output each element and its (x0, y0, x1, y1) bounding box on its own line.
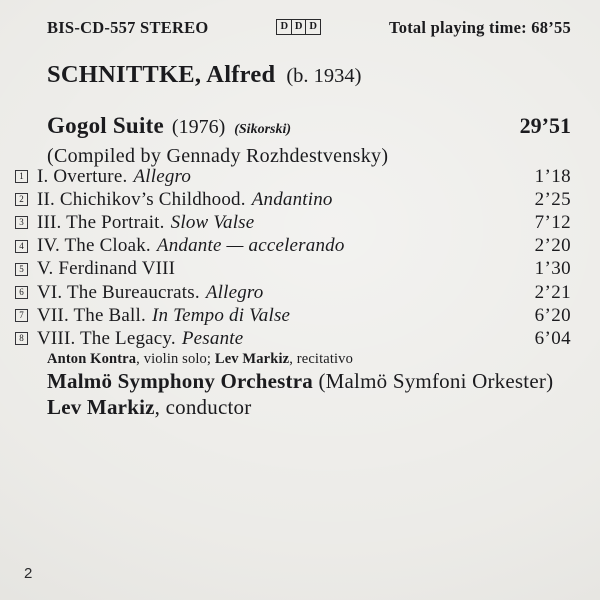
track-duration: 7’12 (534, 211, 571, 233)
track-number: 1 (19, 171, 24, 182)
ddd-letter-box: D (276, 19, 292, 35)
track-title-text (37, 166, 535, 188)
track-movement-title: VII. The Ball. (37, 304, 146, 326)
composer-line (47, 61, 362, 92)
track-number: 3 (19, 217, 24, 228)
track-number: 7 (19, 310, 24, 321)
ddd-letter-box: D (291, 19, 307, 35)
track-title-text (37, 305, 535, 327)
track-list (15, 165, 571, 351)
track-tempo-marking: Andante — accelerando (156, 235, 345, 257)
track-movement-title: I. Overture. (37, 165, 128, 187)
work-compiled-by: (Compiled by Gennady Rozhdestvensky) (47, 145, 389, 167)
orchestra-alt-name: (Malmö Symfoni Orkester) (312, 369, 554, 393)
credits-block (47, 350, 571, 420)
track-movement-title: III. The Portrait. (37, 211, 165, 233)
work-title-line (47, 112, 571, 143)
track-duration: 2’20 (534, 235, 571, 257)
orchestra-name: Malmö Symphony Orchestra (47, 369, 313, 393)
track-movement-title: VIII. The Legacy. (37, 327, 176, 349)
work-publisher: (Sikorski) (234, 122, 292, 137)
track-duration: 2’25 (534, 188, 571, 210)
track-title-text (37, 258, 535, 280)
track-movement-title: V. Ferdinand VIII (37, 258, 176, 280)
track-duration: 2’21 (534, 281, 571, 303)
track-number: 8 (19, 333, 24, 344)
composer-birth-year: (b. 1934) (286, 65, 362, 87)
track-duration: 1’30 (534, 258, 571, 280)
track-tempo-marking: Pesante (181, 327, 244, 349)
soloists-line (47, 350, 571, 368)
conductor-name: Lev Markiz (47, 395, 155, 419)
track-row (15, 165, 571, 188)
catalog-number: BIS-CD-557 STEREO (47, 18, 209, 37)
work-total-duration: 29’51 (519, 113, 571, 138)
header-row (47, 18, 571, 38)
work-heading (47, 112, 571, 168)
track-row (15, 281, 571, 304)
track-row (15, 235, 571, 258)
track-tempo-marking: Andantino (251, 188, 333, 210)
track-row (15, 304, 571, 327)
track-number-box (15, 332, 28, 345)
track-title-text (37, 189, 535, 211)
ddd-recording-logo (276, 19, 321, 35)
track-number: 5 (19, 263, 24, 274)
ddd-letter-box: D (305, 19, 321, 35)
track-title-text (37, 212, 535, 234)
track-row (15, 188, 571, 211)
track-number: 2 (19, 194, 24, 205)
track-number-box (15, 170, 28, 183)
total-playing-time: Total playing time: 68’55 (388, 18, 571, 37)
track-title-text (37, 282, 535, 304)
reciter-name: Lev Markiz (214, 351, 290, 367)
track-number-box (15, 240, 28, 253)
track-movement-title: VI. The Bureaucrats. (37, 281, 200, 303)
track-row (15, 258, 571, 281)
track-number-box (15, 193, 28, 206)
track-number-box (15, 286, 28, 299)
page-number: 2 (24, 565, 33, 582)
track-movement-title: II. Chichikov’s Childhood. (37, 188, 246, 210)
work-title: Gogol Suite (47, 113, 164, 138)
track-duration: 6’04 (534, 327, 571, 349)
track-tempo-marking: Slow Valse (170, 211, 255, 233)
orchestra-line (47, 368, 571, 394)
conductor-role: , conductor (154, 395, 252, 419)
track-title-text (37, 235, 535, 257)
track-number: 6 (19, 287, 24, 298)
conductor-line (47, 394, 571, 420)
track-number-box (15, 263, 28, 276)
track-number-box (15, 309, 28, 322)
track-tempo-marking: Allegro (133, 165, 192, 187)
track-tempo-marking: Allegro (205, 281, 264, 303)
track-row (15, 327, 571, 350)
track-tempo-marking: In Tempo di Valse (151, 304, 291, 326)
work-year: (1976) (171, 116, 226, 138)
reciter-role: , recitativo (289, 351, 353, 367)
soloist-name: Anton Kontra (47, 351, 137, 367)
track-title-text (37, 328, 535, 350)
composer-name: SCHNITTKE, Alfred (47, 61, 276, 88)
track-duration: 6’20 (534, 304, 571, 326)
soloist-role: , violin solo; (136, 351, 215, 367)
track-movement-title: IV. The Cloak. (37, 235, 151, 257)
track-number: 4 (19, 240, 24, 251)
track-duration: 1’18 (534, 165, 571, 187)
track-number-box (15, 216, 28, 229)
track-row (15, 211, 571, 234)
